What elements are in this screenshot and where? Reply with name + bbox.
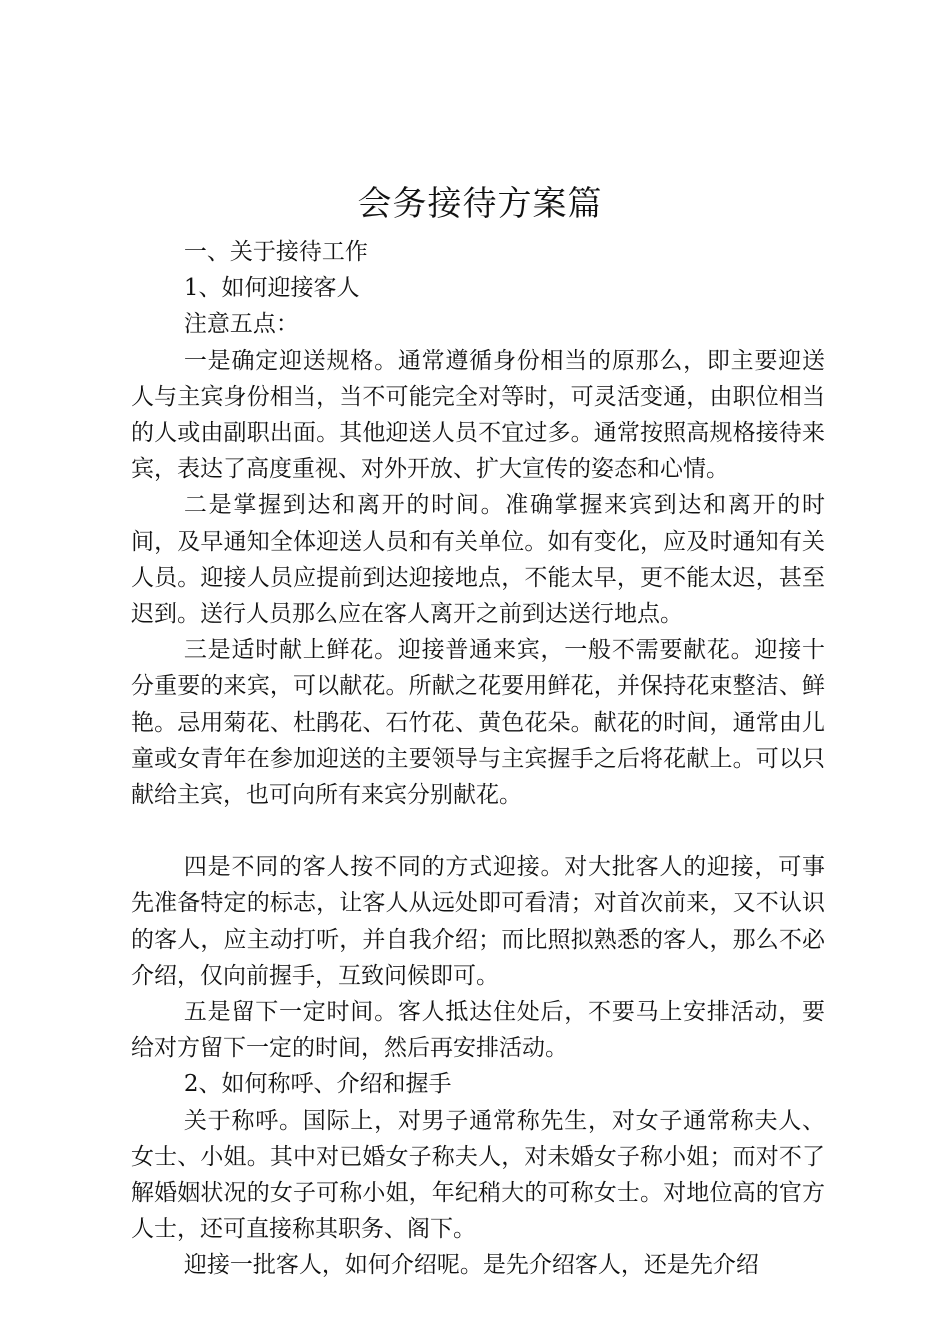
paragraph-text: 注意五点： (183, 311, 299, 338)
paragraph-text: 二是掌握到达和离开的时间。准确掌握来宾到达和离开的时间，及早通知全体迎送人员和有关单位。如有变化，应及时通知有关人员。迎接人员应提前到达迎接地点，不能太早，更不能太迟，甚至迟到。送行人员那么应在客人离开之前到达送行地点。 (131, 492, 825, 628)
paragraph-text: 五是留下一定时间。客人抵达住处后，不要马上安排活动，要给对方留下一定的时间，然后再安排活动。 (131, 999, 825, 1062)
document-body (131, 234, 825, 1284)
section-heading: 一、关于接待工作 (183, 239, 368, 265)
subsection-heading: 1、如何迎接客人 (183, 275, 360, 302)
paragraph-text: 四是不同的客人按不同的方式迎接。对大批客人的迎接，可事先准备特定的标志，让客人从远处即可看清；对首次前来，又不认识的客人，应主动打听，并自我介绍；而比照拟熟悉的客人，那么不必介绍，仅向前握手，互致问候即可。 (131, 854, 825, 989)
paragraph-text: 迎接一批客人，如何介绍呢。是先介绍客人，还是先介绍 (183, 1252, 759, 1279)
paragraph-text: 关于称呼。国际上，对男子通常称先生，对女子通常称夫人、女士、小姐。其中对已婚女子称夫人，对未婚女子称小姐；而对不了解婚姻状况的女子可称小姐，年纪稍大的可称女士。对地位高的官方人士，还可直接称其职务、阁下。 (131, 1107, 825, 1243)
document-title: 会务接待方案篇 (357, 184, 603, 224)
paragraph-text: 三是适时献上鲜花。迎接普通来宾，一般不需要献花。迎接十分重要的来宾，可以献花。所献之花要用鲜花，并保持花束整洁、鲜艳。忌用菊花、杜鹃花、石竹花、黄色花朵。献花的时间，通常由儿童或女青年在参加迎送的主要领导与主宾握手之后将花献上。可以只献给主宾，也可向所有来宾分别献花。 (131, 637, 825, 809)
subsection-heading: 2、如何称呼、介绍和握手 (183, 1071, 452, 1098)
paragraph-text: 一是确定迎送规格。通常遵循身份相当的原那么，即主要迎送人与主宾身份相当，当不可能完全对等时，可灵活变通，由职位相当的人或由副职出面。其他迎送人员不宜过多。通常按照高规格接待来宾，表达了高度重视、对外开放、扩大宣传的姿态和心情。 (131, 347, 825, 483)
